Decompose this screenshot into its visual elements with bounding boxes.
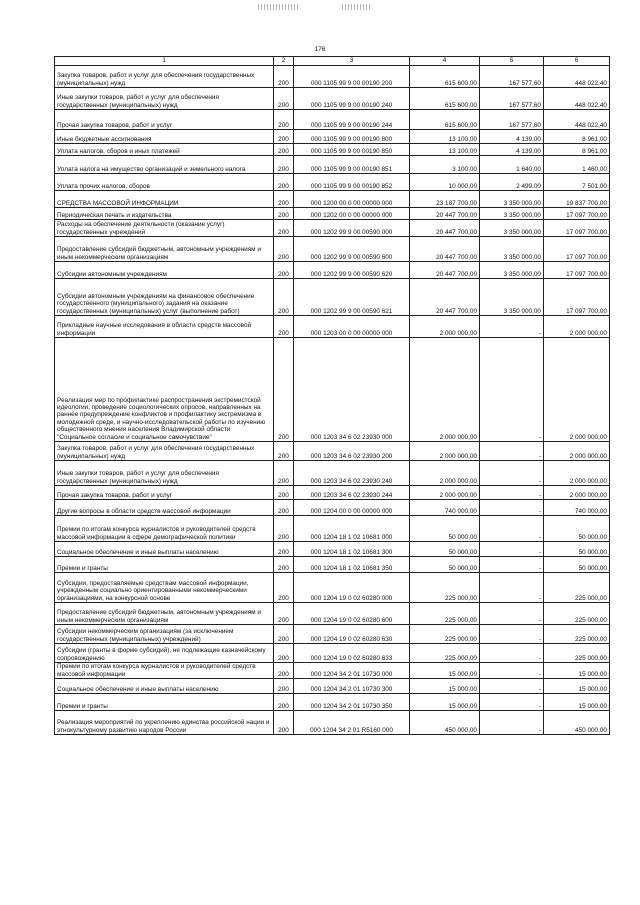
cell-name: Другие вопросы в области средств массовой информации bbox=[55, 500, 274, 516]
cell-name: Иные закупки товаров, работ и услуг для обеспечения государственных (муниципальных) нужд bbox=[55, 88, 274, 110]
cell-code: 000 1204 19 0 02 60280 600 bbox=[294, 603, 410, 625]
cell-remainder: 225 000,00 bbox=[544, 644, 610, 663]
cell-plan: 20 447 700,00 bbox=[410, 279, 480, 316]
cell-admin: 200 bbox=[274, 130, 294, 144]
cell-admin: 200 bbox=[274, 573, 294, 603]
cell-plan: 225 000,00 bbox=[410, 603, 480, 625]
table-row bbox=[55, 144, 610, 156]
table-row bbox=[55, 663, 610, 679]
cell-plan: 50 000,00 bbox=[410, 516, 480, 542]
cell-executed: - bbox=[480, 500, 544, 516]
cell-remainder: 8 961,00 bbox=[544, 130, 610, 144]
table-row bbox=[55, 542, 610, 557]
cell-plan: 2 000 000,00 bbox=[410, 461, 480, 486]
cell-plan: 15 000,00 bbox=[410, 694, 480, 711]
cell-executed: - bbox=[480, 542, 544, 557]
column-header: 3 bbox=[294, 57, 410, 66]
cell-code: 000 1105 99 9 00 00190 200 bbox=[294, 66, 410, 88]
cell-executed: - bbox=[480, 486, 544, 500]
cell-name: Субсидии некоммерческим организациям (за исключением государственных (муниципальных) учреждений) bbox=[55, 625, 274, 644]
cell-name: Иные закупки товаров, работ и услуг для обеспечения государственных (муниципальных) нужд bbox=[55, 461, 274, 486]
cell-code: 000 1202 99 9 00 00590 000 bbox=[294, 220, 410, 237]
cell-admin: 200 bbox=[274, 542, 294, 557]
cell-admin: 200 bbox=[274, 66, 294, 88]
cell-plan: 225 000,00 bbox=[410, 644, 480, 663]
cell-executed: 1 640,00 bbox=[480, 156, 544, 174]
cell-code: 000 1200 00 0 00 00000 000 bbox=[294, 191, 410, 208]
cell-remainder: 2 000 000,00 bbox=[544, 486, 610, 500]
cell-admin: 200 bbox=[274, 191, 294, 208]
table-row bbox=[55, 237, 610, 262]
cell-code: 000 1204 34 2 01 10730 000 bbox=[294, 663, 410, 679]
column-header: 2 bbox=[274, 57, 294, 66]
cell-remainder: 1 460,00 bbox=[544, 156, 610, 174]
cell-executed: - bbox=[480, 442, 544, 461]
table-row bbox=[55, 557, 610, 573]
cell-plan: 20 447 700,00 bbox=[410, 208, 480, 220]
cell-remainder: 2 000 000,00 bbox=[544, 316, 610, 338]
cell-remainder: 50 000,00 bbox=[544, 516, 610, 542]
cell-name: Прочая закупка товаров, работ и услуг bbox=[55, 110, 274, 130]
cell-name: Предоставление субсидий бюджетным, автономным учреждениям и иным некоммерческим организациям bbox=[55, 237, 274, 262]
table-row bbox=[55, 486, 610, 500]
cell-executed: - bbox=[480, 338, 544, 442]
cell-code: 000 1105 99 9 00 00190 240 bbox=[294, 88, 410, 110]
cell-remainder: 50 000,00 bbox=[544, 557, 610, 573]
cell-plan: 20 447 700,00 bbox=[410, 237, 480, 262]
cell-code: 000 1203 34 6 02 23930 200 bbox=[294, 442, 410, 461]
cell-name: Уплата прочих налогов, сборов bbox=[55, 174, 274, 191]
cell-remainder: 225 000,00 bbox=[544, 573, 610, 603]
table-row bbox=[55, 88, 610, 110]
cell-remainder: 19 837 700,00 bbox=[544, 191, 610, 208]
cell-name: Предоставление субсидий бюджетным, автономным учреждениям и иным некоммерческим организациям bbox=[55, 603, 274, 625]
cell-plan: 13 100,00 bbox=[410, 130, 480, 144]
column-header: 5 bbox=[480, 57, 544, 66]
cell-code: 000 1203 00 0 00 00000 000 bbox=[294, 316, 410, 338]
cell-admin: 200 bbox=[274, 694, 294, 711]
table-row bbox=[55, 573, 610, 603]
cell-admin: 200 bbox=[274, 557, 294, 573]
cell-executed: 167 577,60 bbox=[480, 88, 544, 110]
cell-code: 000 1203 34 6 02 23930 240 bbox=[294, 461, 410, 486]
cell-remainder: 740 000,00 bbox=[544, 500, 610, 516]
cell-name: Закупка товаров, работ и услуг для обеспечения государственных (муниципальных) нужд bbox=[55, 66, 274, 88]
cell-executed: 3 350 000,00 bbox=[480, 262, 544, 279]
cell-code: 000 1204 34 2 01 10730 350 bbox=[294, 694, 410, 711]
cell-admin: 200 bbox=[274, 174, 294, 191]
cell-executed: - bbox=[480, 625, 544, 644]
cell-remainder: 448 022,40 bbox=[544, 66, 610, 88]
cell-remainder: 2 000 000,00 bbox=[544, 338, 610, 442]
cell-plan: 15 000,00 bbox=[410, 679, 480, 694]
cell-admin: 200 bbox=[274, 220, 294, 237]
scan-artifact bbox=[342, 4, 372, 10]
cell-remainder: 15 000,00 bbox=[544, 679, 610, 694]
cell-name: Социальное обеспечение и иные выплаты населению bbox=[55, 679, 274, 694]
cell-name: Премии по итогам конкурса журналистов и руководителей средств массовой информации в сфере демографической политики bbox=[55, 516, 274, 542]
cell-code: 000 1204 00 0 00 00000 000 bbox=[294, 500, 410, 516]
cell-admin: 200 bbox=[274, 88, 294, 110]
cell-admin: 200 bbox=[274, 644, 294, 663]
cell-admin: 200 bbox=[274, 110, 294, 130]
cell-executed: - bbox=[480, 694, 544, 711]
cell-name: Реализация мер по профилактике распространения экстремистской идеологии, проведение социологических опросов, направленных на раннее предупреждение конфликтов и профилактику экстремизма в молодежной среде, и научно-исследовательской работы по изучению общественного мнения населения Владимирской области "Социальное согласие и социальное самочувствие" bbox=[55, 338, 274, 442]
cell-code: 000 1204 34 2 01 R5160 000 bbox=[294, 711, 410, 735]
cell-name: Реализация мероприятий по укреплению единства российской нации и этнокультурному развитию народов России bbox=[55, 711, 274, 735]
cell-code: 000 1202 99 9 00 00590 620 bbox=[294, 262, 410, 279]
cell-executed: - bbox=[480, 516, 544, 542]
cell-plan: 20 447 700,00 bbox=[410, 262, 480, 279]
cell-name: Уплата налогов, сборов и иных платежей bbox=[55, 144, 274, 156]
cell-name: Закупка товаров, работ и услуг для обеспечения государственных (муниципальных) нужд bbox=[55, 442, 274, 461]
cell-remainder: 2 000 000,00 bbox=[544, 442, 610, 461]
cell-executed: 3 350 000,00 bbox=[480, 191, 544, 208]
cell-plan: 50 000,00 bbox=[410, 557, 480, 573]
table-row bbox=[55, 174, 610, 191]
cell-plan: 2 000 000,00 bbox=[410, 316, 480, 338]
cell-plan: 50 000,00 bbox=[410, 542, 480, 557]
cell-code: 000 1204 19 0 02 60280 630 bbox=[294, 625, 410, 644]
cell-plan: 15 000,00 bbox=[410, 663, 480, 679]
cell-admin: 200 bbox=[274, 208, 294, 220]
cell-plan: 450 000,00 bbox=[410, 711, 480, 735]
cell-admin: 200 bbox=[274, 500, 294, 516]
table-row bbox=[55, 279, 610, 316]
cell-remainder: 7 501,00 bbox=[544, 174, 610, 191]
cell-name: Периодическая печать и издательства bbox=[55, 208, 274, 220]
cell-code: 000 1204 19 0 02 60280 000 bbox=[294, 573, 410, 603]
cell-admin: 200 bbox=[274, 237, 294, 262]
table-row bbox=[55, 516, 610, 542]
cell-remainder: 17 097 700,00 bbox=[544, 208, 610, 220]
cell-plan: 225 000,00 bbox=[410, 625, 480, 644]
cell-remainder: 2 000 000,00 bbox=[544, 461, 610, 486]
cell-code: 000 1203 34 6 02 23930 000 bbox=[294, 338, 410, 442]
cell-code: 000 1203 34 6 02 23930 244 bbox=[294, 486, 410, 500]
table-row bbox=[55, 110, 610, 130]
cell-remainder: 8 961,00 bbox=[544, 144, 610, 156]
cell-executed: 3 350 000,00 bbox=[480, 208, 544, 220]
cell-executed: - bbox=[480, 644, 544, 663]
table-row bbox=[55, 442, 610, 461]
cell-executed: 4 139,00 bbox=[480, 144, 544, 156]
cell-name: Премии и гранты bbox=[55, 557, 274, 573]
table-body bbox=[55, 66, 610, 735]
cell-name: Субсидии автономным учреждениям на финансовое обеспечение государственного (муниципального) задания на оказание государственных (муниципальных) услуг (выполнение работ) bbox=[55, 279, 274, 316]
cell-name: Расходы на обеспечение деятельности (оказание услуг) государственных учреждений bbox=[55, 220, 274, 237]
cell-plan: 2 000 000,00 bbox=[410, 486, 480, 500]
cell-admin: 200 bbox=[274, 338, 294, 442]
cell-name: Прикладные научные исследования в области средств массовой информации bbox=[55, 316, 274, 338]
cell-executed: - bbox=[480, 663, 544, 679]
cell-name: Премии по итогам конкурса журналистов и руководителей средств массовой информации bbox=[55, 663, 274, 679]
column-header: 6 bbox=[544, 57, 610, 66]
cell-executed: 3 350 000,00 bbox=[480, 220, 544, 237]
cell-name: Социальное обеспечение и иные выплаты населению bbox=[55, 542, 274, 557]
cell-remainder: 225 000,00 bbox=[544, 603, 610, 625]
cell-executed: 3 350 000,00 bbox=[480, 279, 544, 316]
cell-plan: 3 100,00 bbox=[410, 156, 480, 174]
cell-code: 000 1202 99 9 00 00590 600 bbox=[294, 237, 410, 262]
cell-remainder: 15 000,00 bbox=[544, 663, 610, 679]
cell-admin: 200 bbox=[274, 262, 294, 279]
cell-code: 000 1204 18 1 02 10681 300 bbox=[294, 542, 410, 557]
cell-admin: 200 bbox=[274, 625, 294, 644]
cell-remainder: 450 000,00 bbox=[544, 711, 610, 735]
table-row bbox=[55, 644, 610, 663]
cell-admin: 200 bbox=[274, 679, 294, 694]
cell-executed: - bbox=[480, 573, 544, 603]
cell-executed: 4 139,00 bbox=[480, 130, 544, 144]
cell-executed: - bbox=[480, 679, 544, 694]
column-header: 1 bbox=[55, 57, 274, 66]
cell-remainder: 448 022,40 bbox=[544, 88, 610, 110]
table-row bbox=[55, 625, 610, 644]
cell-plan: 225 000,00 bbox=[410, 573, 480, 603]
table-row bbox=[55, 316, 610, 338]
cell-admin: 200 bbox=[274, 461, 294, 486]
cell-plan: 740 000,00 bbox=[410, 500, 480, 516]
cell-executed: - bbox=[480, 603, 544, 625]
cell-name: Субсидии, предоставляемые средствам массовой информации, учрежденным социально ориентированными некоммерческими организациями, на конкурсной основе bbox=[55, 573, 274, 603]
table-row bbox=[55, 500, 610, 516]
cell-admin: 200 bbox=[274, 144, 294, 156]
cell-code: 000 1204 34 2 01 10730 300 bbox=[294, 679, 410, 694]
cell-executed: - bbox=[480, 316, 544, 338]
cell-remainder: 17 097 700,00 bbox=[544, 237, 610, 262]
cell-admin: 200 bbox=[274, 442, 294, 461]
table-row bbox=[55, 461, 610, 486]
column-header: 4 bbox=[410, 57, 480, 66]
header-row bbox=[55, 57, 610, 66]
cell-plan: 23 187 700,00 bbox=[410, 191, 480, 208]
cell-code: 000 1202 00 0 00 00000 000 bbox=[294, 208, 410, 220]
cell-executed: 167 577,60 bbox=[480, 110, 544, 130]
cell-code: 000 1105 99 9 00 00190 800 bbox=[294, 130, 410, 144]
table-row bbox=[55, 208, 610, 220]
cell-admin: 200 bbox=[274, 316, 294, 338]
cell-code: 000 1204 18 1 02 10681 000 bbox=[294, 516, 410, 542]
cell-plan: 2 000 000,00 bbox=[410, 442, 480, 461]
cell-plan: 615 600,00 bbox=[410, 88, 480, 110]
cell-code: 000 1105 99 9 00 00190 851 bbox=[294, 156, 410, 174]
cell-remainder: 448 022,40 bbox=[544, 110, 610, 130]
cell-remainder: 17 097 700,00 bbox=[544, 220, 610, 237]
cell-remainder: 50 000,00 bbox=[544, 542, 610, 557]
cell-name: Иные бюджетные ассигнования bbox=[55, 130, 274, 144]
cell-plan: 615 600,00 bbox=[410, 66, 480, 88]
cell-executed: - bbox=[480, 461, 544, 486]
cell-name: Субсидии автономным учреждениям bbox=[55, 262, 274, 279]
cell-admin: 200 bbox=[274, 603, 294, 625]
cell-name: Прочая закупка товаров, работ и услуг bbox=[55, 486, 274, 500]
cell-name: Премии и гранты bbox=[55, 694, 274, 711]
cell-remainder: 17 097 700,00 bbox=[544, 279, 610, 316]
cell-remainder: 225 000,00 bbox=[544, 625, 610, 644]
table-row bbox=[55, 130, 610, 144]
table-row bbox=[55, 338, 610, 442]
cell-admin: 200 bbox=[274, 711, 294, 735]
cell-remainder: 17 097 700,00 bbox=[544, 262, 610, 279]
cell-plan: 2 000 000,00 bbox=[410, 338, 480, 442]
table-row bbox=[55, 694, 610, 711]
cell-code: 000 1204 18 1 02 10681 350 bbox=[294, 557, 410, 573]
cell-plan: 20 447 700,00 bbox=[410, 220, 480, 237]
scan-artifact bbox=[258, 4, 300, 10]
cell-code: 000 1202 99 9 00 00590 621 bbox=[294, 279, 410, 316]
cell-code: 000 1204 19 0 02 60280 633 bbox=[294, 644, 410, 663]
table-row bbox=[55, 156, 610, 174]
cell-code: 000 1105 99 9 00 00190 850 bbox=[294, 144, 410, 156]
cell-admin: 200 bbox=[274, 156, 294, 174]
cell-executed: 3 350 000,00 bbox=[480, 237, 544, 262]
cell-executed: 167 577,60 bbox=[480, 66, 544, 88]
cell-executed: - bbox=[480, 557, 544, 573]
page-number: 176 bbox=[314, 46, 326, 53]
cell-remainder: 15 000,00 bbox=[544, 694, 610, 711]
table-row bbox=[55, 191, 610, 208]
cell-name: СРЕДСТВА МАССОВОЙ ИНФОРМАЦИИ bbox=[55, 191, 274, 208]
table-row bbox=[55, 679, 610, 694]
cell-name: Субсидии (гранты в форме субсидий), не подлежащие казначейскому сопровождению bbox=[55, 644, 274, 663]
table-row bbox=[55, 262, 610, 279]
cell-name: Уплата налога на имущество организаций и земельного налога bbox=[55, 156, 274, 174]
table-row bbox=[55, 603, 610, 625]
table-row bbox=[55, 220, 610, 237]
cell-executed: 2 499,00 bbox=[480, 174, 544, 191]
cell-executed: - bbox=[480, 711, 544, 735]
table-row bbox=[55, 711, 610, 735]
cell-plan: 10 000,00 bbox=[410, 174, 480, 191]
cell-plan: 615 600,00 bbox=[410, 110, 480, 130]
budget-table bbox=[54, 56, 610, 735]
cell-plan: 13 100,00 bbox=[410, 144, 480, 156]
cell-admin: 200 bbox=[274, 663, 294, 679]
cell-admin: 200 bbox=[274, 279, 294, 316]
cell-admin: 200 bbox=[274, 486, 294, 500]
cell-code: 000 1105 99 9 00 00190 244 bbox=[294, 110, 410, 130]
table-row bbox=[55, 66, 610, 88]
cell-admin: 200 bbox=[274, 516, 294, 542]
cell-code: 000 1105 99 9 00 00190 852 bbox=[294, 174, 410, 191]
